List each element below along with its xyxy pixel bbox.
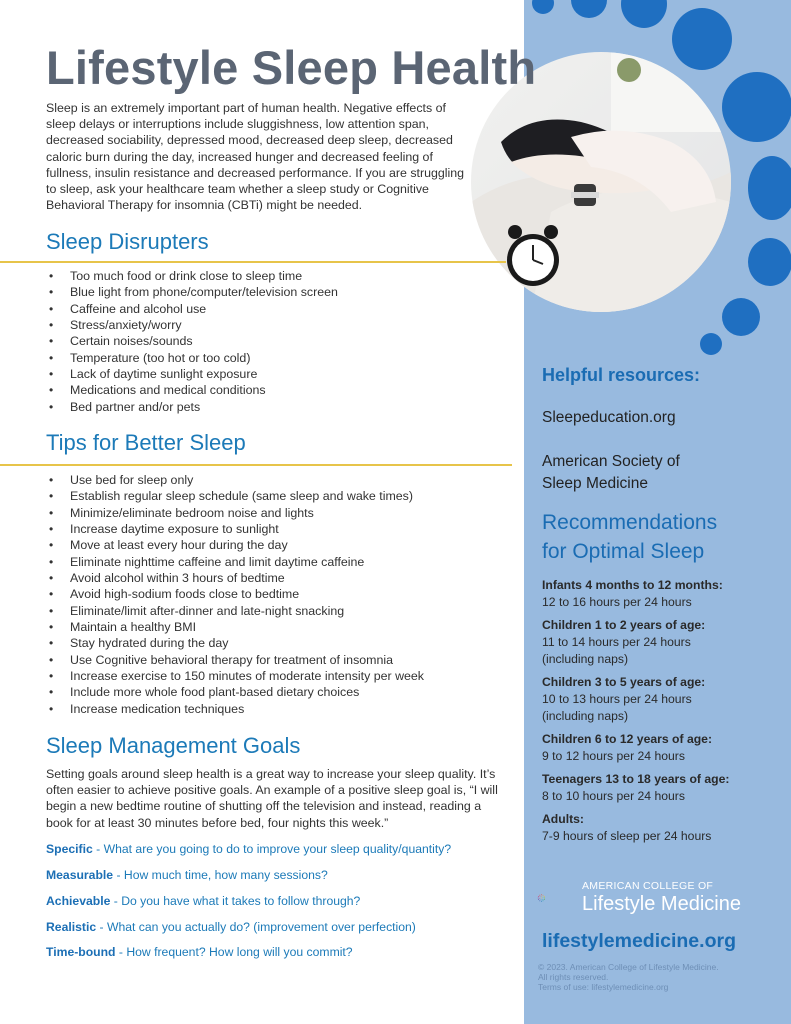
rec-item-infants: [542, 577, 782, 611]
copyright-text: [538, 962, 768, 992]
rec-note: (including naps): [542, 709, 629, 723]
rec-item-adults: [542, 811, 782, 845]
org-name-small: AMERICAN COLLEGE OF: [582, 880, 714, 892]
rec-note: (including naps): [542, 652, 629, 666]
list-item: • Lack of daytime sunlight exposure: [46, 366, 338, 382]
rec-item-teenagers: [542, 771, 782, 805]
decorative-circle-icon: [700, 333, 722, 355]
resources-heading: Helpful resources:: [542, 365, 701, 385]
rec-group: Children 1 to 2 years of age:: [542, 618, 706, 632]
list-item: • Establish regular sleep schedule (same sleep and wake times): [46, 488, 424, 504]
goal-measurable: [46, 868, 328, 882]
list-item: • Increase exercise to 150 minutes of moderate intensity per week: [46, 668, 424, 684]
goal-realistic: [46, 920, 416, 934]
rec-group: Teenagers 13 to 18 years of age:: [542, 772, 730, 786]
goal-desc: - What are you going to do to improve your sleep quality/quantity?: [92, 842, 452, 856]
intro-paragraph: Sleep is an extremely important part of human health. Negative effects of sleep delays or interruptions include sluggishness, low attention span, decreased sociability, depressed mood, decreased deep sleep, decreased caloric burn during the day, increased hunger and decreased feeling of fullness, insulin resistance and decreased performance. If you are struggling to sleep, ask your healthcare team whether a sleep study or Cognitive Behavioral Therapy for insomnia (CBTi) might be needed.: [46, 101, 465, 213]
decorative-circle-icon: [722, 72, 791, 142]
goals-heading: Sleep Management Goals: [46, 733, 301, 758]
disrupters-heading: Sleep Disrupters: [46, 229, 209, 254]
list-item: • Eliminate nighttime caffeine and limit daytime caffeine: [46, 554, 424, 570]
tips-heading: Tips for Better Sleep: [46, 430, 246, 455]
org-name-large: Lifestyle Medicine: [582, 893, 741, 915]
resource-link[interactable]: Sleepeducation.org: [542, 409, 676, 426]
rec-value: 10 to 13 hours per 24 hours: [542, 692, 692, 706]
decorative-circle-icon: [722, 298, 760, 336]
goal-term: Specific: [46, 842, 93, 856]
list-item: • Stay hydrated during the day: [46, 635, 424, 651]
goal-term: Time-bound: [46, 945, 116, 959]
goal-desc: - Do you have what it takes to follow through?: [110, 894, 361, 908]
decorative-circle-icon: [748, 238, 791, 286]
list-item: • Use bed for sleep only: [46, 472, 424, 488]
terms-of-use-link[interactable]: Terms of use: lifestylemedicine.org: [538, 982, 669, 992]
rec-group: Infants 4 months to 12 months:: [542, 578, 723, 592]
section-divider: [0, 464, 512, 466]
goal-desc: - How frequent? How long will you commit?: [115, 945, 353, 959]
goal-specific: [46, 842, 451, 856]
list-item: • Maintain a healthy BMI: [46, 619, 424, 635]
list-item: • Certain noises/sounds: [46, 333, 338, 349]
list-item: • Use Cognitive behavioral therapy for treatment of insomnia: [46, 652, 424, 668]
list-item: • Avoid alcohol within 3 hours of bedtime: [46, 570, 424, 586]
rec-item-children-3-5: [542, 674, 782, 725]
list-item: • Include more whole food plant-based dietary choices: [46, 684, 424, 700]
acl-logo-icon: [537, 876, 581, 920]
list-item: • Blue light from phone/computer/television screen: [46, 284, 338, 300]
list-item: • Increase medication techniques: [46, 701, 424, 717]
rec-group: Children 3 to 5 years of age:: [542, 675, 706, 689]
resource-link[interactable]: American Society of Sleep Medicine: [542, 453, 680, 492]
website-link[interactable]: lifestylemedicine.org: [542, 930, 736, 952]
goal-time-bound: [46, 945, 353, 959]
list-item: • Too much food or drink close to sleep time: [46, 268, 338, 284]
goal-desc: - What can you actually do? (improvement over perfection): [96, 920, 416, 934]
list-item: • Move at least every hour during the day: [46, 537, 424, 553]
list-item: • Eliminate/limit after-dinner and late-night snacking: [46, 603, 424, 619]
rec-group: Children 6 to 12 years of age:: [542, 732, 713, 746]
rec-item-children-1-2: [542, 617, 782, 668]
copyright-line: All rights reserved.: [538, 972, 609, 982]
goals-intro: Setting goals around sleep health is a great way to increase your sleep quality. It’s often easier to achieve positive goals. An example of a positive sleep goal is, “I will begin a new bedtime routine of shutting off the television and instead, reading a book for at least 30 minutes before bed, four nights this week.”: [46, 767, 498, 830]
goal-term: Achievable: [46, 894, 111, 908]
rec-value: 11 to 14 hours per 24 hours: [542, 635, 691, 649]
decorative-circle-icon: [672, 8, 732, 70]
page-title: Lifestyle Sleep Health: [46, 41, 537, 94]
list-item: • Caffeine and alcohol use: [46, 301, 338, 317]
tips-list: [46, 472, 424, 717]
list-item: • Avoid high-sodium foods close to bedtime: [46, 586, 424, 602]
list-item: • Temperature (too hot or too cold): [46, 350, 338, 366]
recommendations-heading-1: Recommendations: [542, 511, 718, 534]
rec-value: 8 to 10 hours per 24 hours: [542, 789, 685, 803]
copyright-line: © 2023. American College of Lifestyle Medicine.: [538, 962, 719, 972]
goal-achievable: [46, 894, 360, 908]
list-item: • Stress/anxiety/worry: [46, 317, 338, 333]
recommendations-heading-2: for Optimal Sleep: [542, 540, 705, 563]
rec-value: 7-9 hours of sleep per 24 hours: [542, 829, 712, 843]
list-item: • Bed partner and/or pets: [46, 399, 338, 415]
decorative-circle-icon: [748, 156, 791, 220]
rec-value: 12 to 16 hours per 24 hours: [542, 595, 692, 609]
disrupters-list: [46, 268, 338, 415]
rec-value: 9 to 12 hours per 24 hours: [542, 749, 685, 763]
goal-term: Realistic: [46, 920, 97, 934]
goal-desc: - How much time, how many sessions?: [113, 868, 328, 882]
rec-group: Adults:: [542, 812, 584, 826]
rec-item-children-6-12: [542, 731, 782, 765]
goal-term: Measurable: [46, 868, 114, 882]
section-divider: [0, 261, 506, 263]
list-item: • Medications and medical conditions: [46, 382, 338, 398]
list-item: • Increase daytime exposure to sunlight: [46, 521, 424, 537]
list-item: • Minimize/eliminate bedroom noise and lights: [46, 505, 424, 521]
